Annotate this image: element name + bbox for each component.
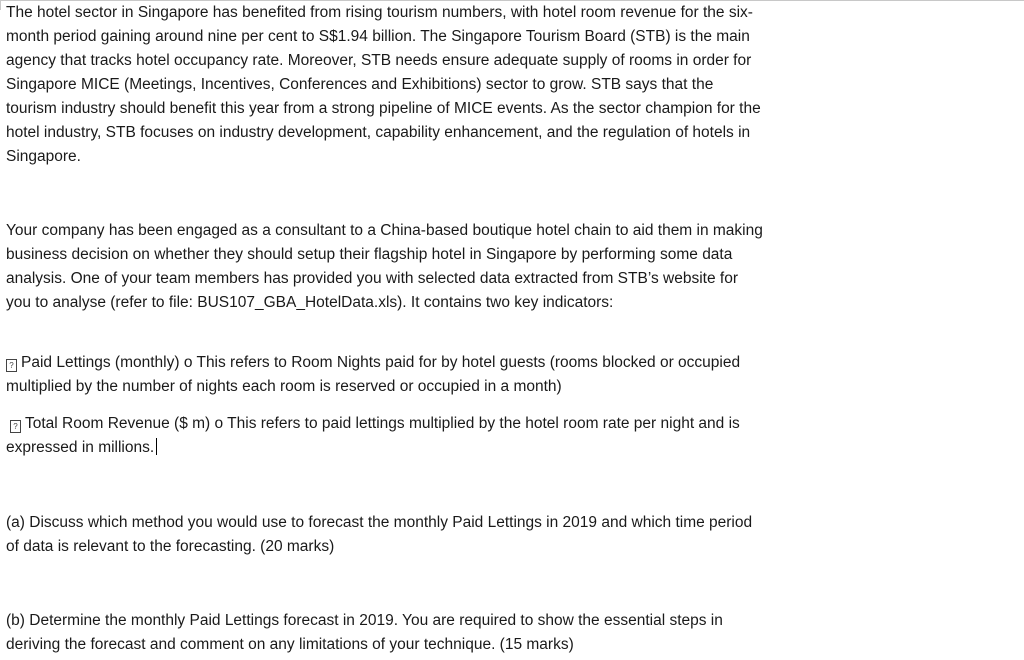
intro-paragraph[interactable]: The hotel sector in Singapore has benefited from rising tourism numbers, with hotel room revenue for the six-month period gaining around nine per cent to S$1.94 billion. The Singapore Tourism Board (STB) is the main agency that tracks hotel occupancy rate. Moreover, STB needs ensure adequate supply of rooms in order for Singapore MICE (Meetings, Incentives, Conferences and Exhibitions) sector to grow. STB says that the tourism industry should benefit this year from a strong pipeline of MICE events. As the sector champion for the hotel industry, STB focuses on industry development, capability enhancement, and the regulation of hotels in Singapore. xyxy=(6,4,761,165)
bullet-total-room-revenue[interactable] xyxy=(6,412,766,460)
bullet-total-room-revenue-text: Total Room Revenue ($ m) o This refers to paid lettings multiplied by the hotel room rate per night and is expressed in millions. xyxy=(6,415,740,456)
bullet-paid-lettings-text: Paid Lettings (monthly) o This refers to Room Nights paid for by hotel guests (rooms blocked or occupied multiplied by the number of nights each room is reserved or occupied in a month) xyxy=(6,354,741,395)
missing-glyph-icon: ? xyxy=(6,359,17,372)
page-left-border xyxy=(0,0,1,10)
text-cursor xyxy=(156,438,157,455)
bullet-paid-lettings[interactable] xyxy=(6,351,766,399)
missing-glyph-icon: ? xyxy=(10,420,21,433)
engagement-paragraph[interactable]: Your company has been engaged as a consultant to a China-based boutique hotel chain to aid them in making business decision on whether they should setup their flagship hotel in Singapore by performing some data analysis. One of your team members has provided you with selected data extracted from STB’s website for you to analyse (refer to file: BUS107_GBA_HotelData.xls). It contains two key indicators: xyxy=(6,222,763,311)
question-b[interactable]: (b) Determine the monthly Paid Lettings forecast in 2019. You are required to show the essential steps in deriving the forecast and comment on any limitations of your technique. (15 marks) xyxy=(6,612,723,653)
question-a[interactable]: (a) Discuss which method you would use to forecast the monthly Paid Lettings in 2019 and which time period of data is relevant to the forecasting. (20 marks) xyxy=(6,514,753,555)
